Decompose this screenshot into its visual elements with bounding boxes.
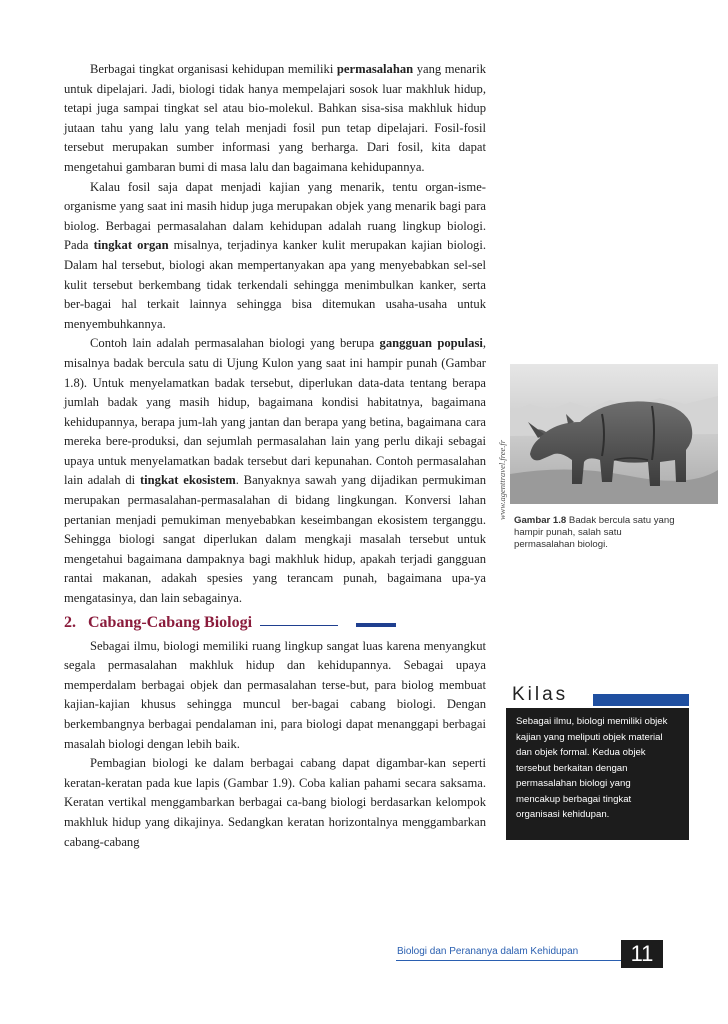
footer-rule bbox=[396, 960, 621, 961]
figure-caption: Gambar 1.8 Badak bercula satu yang hampir punah, salah satu permasalahan biologi. bbox=[514, 515, 675, 550]
section-title: Cabang-Cabang Biologi bbox=[88, 613, 253, 631]
paragraph-1: Berbagai tingkat organisasi kehidupan memiliki permasalahan yang menarik untuk dipelajari. Jadi, biologi tidak hanya mempelajari sosok luar makhluk hidup, tetapi juga sampai tingkat sel atau bio-molekul. Bahkan sisa-sisa makhluk hidup jutaan tahu yang lalu yang telah menjadi fosil pun tetap dipelajari. Fosil-fosil tersebut merupakan sumber informasi yang berharga. Dari fosil, kita dapat mengetahui gambaran bumi di masa lalu dan bagaimana kehidupannya. bbox=[64, 62, 486, 174]
paragraph-5: Pembagian biologi ke dalam berbagai cabang dapat digambar-kan seperti keratan-keratan pada kue lapis (Gambar 1.9). Coba kalian pahami secara saksama. Keratan vertikal menggambarkan berbagai ca-bang biologi berdasarkan kelompok makhluk hidup yang dikajinya. Sedangkan keratan horizontalnya menggambarkan cabang-cabang bbox=[64, 756, 486, 849]
rhino-photo bbox=[510, 364, 718, 504]
kilas-text: Sebagai ilmu, biologi memiliki objek kajian yang meliputi objek material dan objek formal. Kedua objek tersebut berkaitan dengan permasalahan biologi yang mencakup berbagai tingkat organisasi kehidupan. bbox=[516, 716, 668, 820]
paragraph-3: Contoh lain adalah permasalahan biologi yang berupa gangguan populasi, misalnya badak bercula satu di Ujung Kulon yang saat ini hampir punah (Gambar 1.8). Untuk menyelamatkan badak tersebut, diperlukan data-data tentang berapa jumlah badak yang masih hidup, bagaimana kondisi habitatnya, bagaimana kehidupannya, berapa jum-lah yang jantan dan berapa yang betina, bagaimana cara mereka bere-produksi, dan sejumlah permasalahan lain yang perlu dikaji sebagai upaya untuk menyelamatkan badak tersebut dari kepunahan. Contoh permasalahan lain adalah di tingkat ekosistem. Banyaknya sawah yang dijadikan permukiman merupakan permasalahan-permasalahan di bidang lingkungan. Konversi lahan pertanian menjadi pemukiman menyebabkan keseimbangan ekosistem terganggu. Sehingga biologi sangat diperlukan dalam mengkaji masalah tersebut untuk mengetahui bagaimana dampaknya bagi makhluk hidup, apakah terjadi gangguan rantai makanan, adakah spesies yang terancam punah, bagaimana upa-ya mengatasinya, dan lain sebagainya. bbox=[64, 336, 486, 606]
keyword-gangguan-populasi: gangguan populasi bbox=[379, 336, 483, 351]
rhino-illustration bbox=[510, 364, 718, 504]
section-heading bbox=[64, 613, 486, 635]
page-number: 11 bbox=[630, 941, 654, 966]
heading-rule-thin bbox=[260, 625, 338, 626]
figure-label: Gambar 1.8 bbox=[514, 515, 567, 526]
photo-credit: www.agenttravel.free.fr bbox=[497, 439, 507, 520]
heading-rule-thick bbox=[356, 623, 396, 627]
keyword-tingkat-organ: tingkat organ bbox=[93, 238, 169, 253]
kilas-accent-bar bbox=[593, 694, 689, 706]
footer-book-title: Biologi dan Perananya dalam Kehidupan bbox=[397, 946, 579, 957]
keyword-permasalahan: permasalahan bbox=[336, 62, 414, 76]
paragraph-4: Sebagai ilmu, biologi memiliki ruang lingkup sangat luas karena menyangkut segala permasalahan makhluk hidup dan kehidupannya. Sebagai upaya memperdalam berbagai objek dan permasalahan terse-but, para biolog membuat kajian-kajian khusus sehingga muncul ber-bagai cabang biologi. Dengan berkembangnya berbagai pendalaman ini, para biologi dapat menanggapi berbagai masalah biologi dengan lebih baik. bbox=[64, 638, 486, 751]
paragraph-2: Kalau fosil saja dapat menjadi kajian yang menarik, tentu organ-isme-organisme yang saat ini masih hidup juga merupakan objek yang menarik bagi para biolog. Berbagai permasalahan dalam kehidupan adalah ruang lingkup biologi. Pada tingkat organ misalnya, terjadinya kanker kulit merupakan kajian biologi. Dalam hal tersebut, biologi akan mempertanyakan apa yang menyebabkan sel-sel kulit tersebut berkembang tidak terkendali sehingga menimbulkan kanker, serta ber-bagai hal terkait lainnya sehingga bisa ditemukan usaha-usaha untuk menyembuhkannya. bbox=[64, 179, 486, 331]
section-number: 2. bbox=[64, 613, 76, 631]
main-text-column bbox=[64, 60, 486, 852]
keyword-tingkat-ekosistem: tingkat ekosistem bbox=[139, 473, 236, 488]
kilas-heading: Kilas bbox=[512, 684, 569, 705]
